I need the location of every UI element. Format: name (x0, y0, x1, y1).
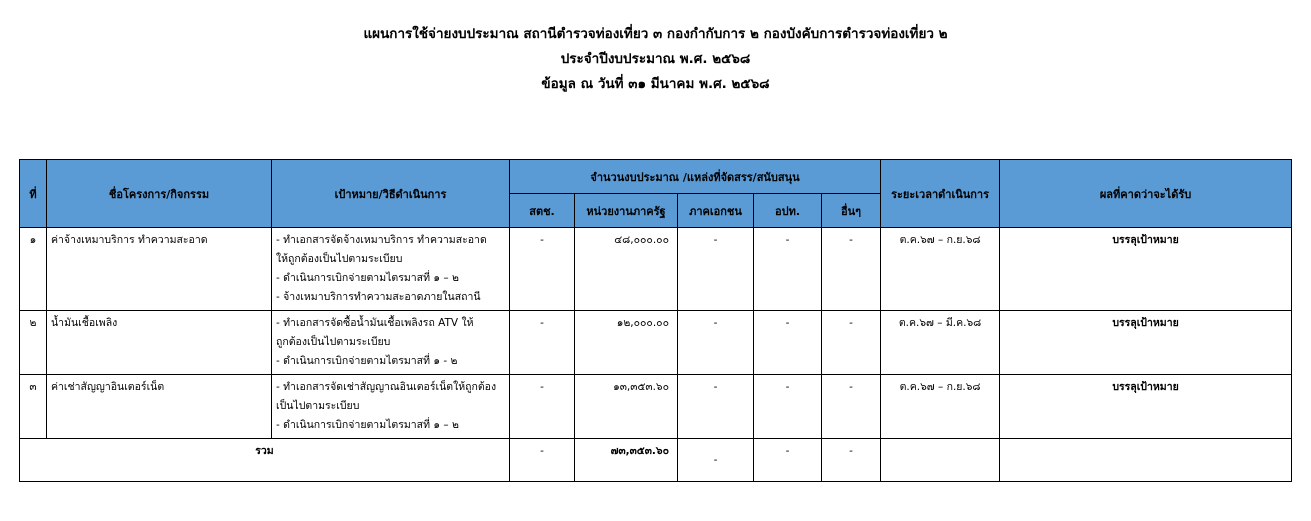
goal-line: - ดำเนินการเบิกจ่ายตามไตรมาสที่ ๑ - ๒ (276, 355, 458, 367)
goal-line: ให้ถูกต้องเป็นไปตามระเบียบ (276, 253, 403, 265)
data-date-line: ข้อมูล ณ วันที่ ๓๑ มีนาคม พ.ศ. ๒๕๖๘ (541, 76, 770, 92)
row-result: บรรลุเป้าหมาย (1000, 311, 1292, 375)
row-private: - (678, 228, 754, 311)
header-private: ภาคเอกชน (678, 194, 754, 228)
row-other: - (822, 228, 881, 311)
goal-line: - ทำเอกสารจัดเช่าสัญญาณอินเตอร์เน็ตให้ถูกต้อง (276, 381, 497, 393)
row-period: ต.ค.๖๗ – มี.ค.๖๘ (881, 311, 1000, 375)
header-budget-group: จำนวนงบประมาณ /แหล่งที่จัดสรร/สนับสนุน (510, 160, 881, 194)
total-local: - (754, 439, 822, 482)
table-row (20, 228, 1292, 311)
header-result: ผลที่คาดว่าจะได้รับ (1000, 160, 1292, 228)
row-local: - (754, 311, 822, 375)
total-period (881, 439, 1000, 482)
row-result: บรรลุเป้าหมาย (1000, 375, 1292, 439)
row-private: - (678, 375, 754, 439)
row-government: ๑๓,๓๕๓.๖๐ (575, 375, 678, 439)
total-sto: - (510, 439, 575, 482)
row-goals (272, 375, 510, 439)
row-sto: - (510, 375, 575, 439)
budget-plan-table (19, 159, 1292, 482)
row-no: ๒ (20, 311, 47, 375)
row-result: บรรลุเป้าหมาย (1000, 228, 1292, 311)
header-other: อื่นๆ (822, 194, 881, 228)
row-other: - (822, 375, 881, 439)
row-sto: - (510, 311, 575, 375)
goal-line: ถูกต้องเป็นไปตามระเบียบ (276, 336, 391, 348)
table-row (20, 375, 1292, 439)
total-government: ๗๓,๓๕๓.๖๐ (575, 439, 678, 482)
goal-line: - ดำเนินการเบิกจ่ายตามไตรมาสที่ ๑ – ๒ (276, 272, 459, 284)
table-row (20, 311, 1292, 375)
goal-line: - จ้างเหมาบริการทำความสะอาดภายในสถานี (276, 291, 481, 303)
row-other: - (822, 311, 881, 375)
row-period: ต.ค.๖๗ – ก.ย.๖๘ (881, 375, 1000, 439)
goal-line: - ดำเนินการเบิกจ่ายตามไตรมาสที่ ๑ – ๒ (276, 419, 459, 431)
row-local: - (754, 228, 822, 311)
row-sto: - (510, 228, 575, 311)
header-no: ที่ (20, 160, 47, 228)
header-government: หน่วยงานภาครัฐ (575, 194, 678, 228)
total-result (1000, 439, 1292, 482)
total-row (20, 439, 1292, 482)
row-local: - (754, 375, 822, 439)
row-project: น้ำมันเชื้อเพลิง (47, 311, 272, 375)
total-other: - (822, 439, 881, 482)
document-title-block (0, 22, 1311, 97)
row-goals (272, 228, 510, 311)
header-period: ระยะเวลาดำเนินการ (881, 160, 1000, 228)
row-private: - (678, 311, 754, 375)
goal-line: เป็นไปตามระเบียบ (276, 400, 360, 412)
goal-line: - ทำเอกสารจัดจ้างเหมาบริการ ทำความสะอาด (276, 234, 487, 246)
total-private: - (678, 439, 754, 482)
row-project: ค่าเช่าสัญญาอินเตอร์เน็ต (47, 375, 272, 439)
header-goal: เป้าหมาย/วิธีดำเนินการ (272, 160, 510, 228)
header-sto: สตช. (510, 194, 575, 228)
row-goals (272, 311, 510, 375)
fiscal-year-line: ประจำปีงบประมาณ พ.ศ. ๒๕๖๘ (560, 51, 751, 67)
row-no: ๑ (20, 228, 47, 311)
row-period: ต.ค.๖๗ – ก.ย.๖๘ (881, 228, 1000, 311)
total-label: รวม (20, 439, 510, 482)
header-project: ชื่อโครงการ/กิจกรรม (47, 160, 272, 228)
table-header (20, 160, 1292, 228)
row-government: ๑๒,๐๐๐.๐๐ (575, 311, 678, 375)
header-local: อปท. (754, 194, 822, 228)
row-no: ๓ (20, 375, 47, 439)
row-government: ๔๘,๐๐๐.๐๐ (575, 228, 678, 311)
document-title: แผนการใช้จ่ายงบประมาณ สถานีตำรวจท่องเที่ยว ๓ กองกำกับการ ๒ กองบังคับการตำรวจท่องเที่ยว ๒ (363, 26, 948, 42)
row-project: ค่าจ้างเหมาบริการ ทำความสะอาด (47, 228, 272, 311)
goal-line: - ทำเอกสารจัดซื้อน้ำมันเชื้อเพลิงรถ ATV ให้ (276, 317, 474, 329)
